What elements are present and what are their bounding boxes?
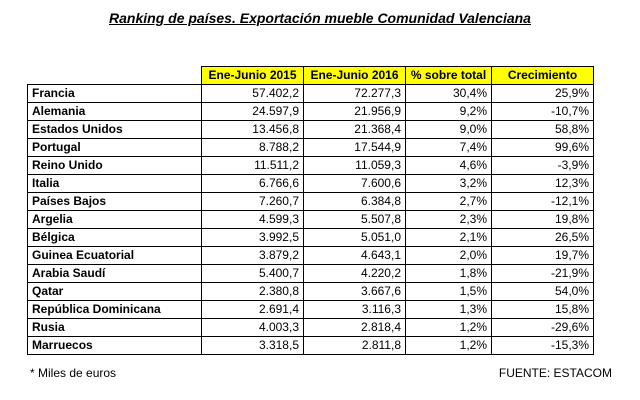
share-cell: 7,4% <box>406 139 492 157</box>
growth-cell: 19,8% <box>492 211 594 229</box>
value-2015-cell: 6.766,6 <box>202 175 304 193</box>
share-cell: 3,2% <box>406 175 492 193</box>
value-2016-cell: 3.667,6 <box>304 283 406 301</box>
header-ene-junio-2015: Ene-Junio 2015 <box>202 67 304 85</box>
country-cell: Qatar <box>28 283 202 301</box>
table-row <box>28 301 594 319</box>
header-growth: Crecimiento <box>492 67 594 85</box>
table-row <box>28 265 594 283</box>
header-ene-junio-2016: Ene-Junio 2016 <box>304 67 406 85</box>
value-2015-cell: 13.456,8 <box>202 121 304 139</box>
value-2015-cell: 2.691,4 <box>202 301 304 319</box>
value-2016-cell: 21.956,9 <box>304 103 406 121</box>
country-cell: Arabia Saudí <box>28 265 202 283</box>
share-cell: 30,4% <box>406 85 492 103</box>
country-cell: Francia <box>28 85 202 103</box>
value-2015-cell: 24.597,9 <box>202 103 304 121</box>
table-row <box>28 247 594 265</box>
table-row <box>28 229 594 247</box>
table-row <box>28 175 594 193</box>
country-cell: Italia <box>28 175 202 193</box>
growth-cell: -3,9% <box>492 157 594 175</box>
share-cell: 2,7% <box>406 193 492 211</box>
growth-cell: -21,9% <box>492 265 594 283</box>
country-cell: Argelia <box>28 211 202 229</box>
value-2016-cell: 3.116,3 <box>304 301 406 319</box>
value-2016-cell: 72.277,3 <box>304 85 406 103</box>
value-2016-cell: 4.220,2 <box>304 265 406 283</box>
growth-cell: 15,8% <box>492 301 594 319</box>
value-2016-cell: 11.059,3 <box>304 157 406 175</box>
share-cell: 1,2% <box>406 337 492 355</box>
value-2015-cell: 5.400,7 <box>202 265 304 283</box>
table-row <box>28 157 594 175</box>
country-cell: Estados Unidos <box>28 121 202 139</box>
share-cell: 1,2% <box>406 319 492 337</box>
value-2016-cell: 2.811,8 <box>304 337 406 355</box>
page-title: Ranking de países. Exportación mueble Comunidad Valenciana <box>109 10 531 26</box>
value-2015-cell: 3.992,5 <box>202 229 304 247</box>
table-row <box>28 319 594 337</box>
value-2016-cell: 17.544,9 <box>304 139 406 157</box>
table-row <box>28 103 594 121</box>
value-2015-cell: 11.511,2 <box>202 157 304 175</box>
table-row <box>28 121 594 139</box>
growth-cell: 99,6% <box>492 139 594 157</box>
value-2016-cell: 21.368,4 <box>304 121 406 139</box>
country-cell: República Dominicana <box>28 301 202 319</box>
growth-cell: -29,6% <box>492 319 594 337</box>
country-cell: Reino Unido <box>28 157 202 175</box>
source-label: FUENTE: ESTACOM <box>498 366 612 380</box>
value-2016-cell: 5.507,8 <box>304 211 406 229</box>
growth-cell: 58,8% <box>492 121 594 139</box>
table-row <box>28 85 594 103</box>
units-footnote: * Miles de euros <box>30 366 117 380</box>
value-2015-cell: 4.599,3 <box>202 211 304 229</box>
table-row <box>28 139 594 157</box>
share-cell: 1,3% <box>406 301 492 319</box>
country-cell: Portugal <box>28 139 202 157</box>
value-2015-cell: 3.879,2 <box>202 247 304 265</box>
value-2016-cell: 6.384,8 <box>304 193 406 211</box>
table-row <box>28 211 594 229</box>
share-cell: 1,5% <box>406 283 492 301</box>
country-cell: Marruecos <box>28 337 202 355</box>
value-2015-cell: 2.380,8 <box>202 283 304 301</box>
value-2015-cell: 57.402,2 <box>202 85 304 103</box>
value-2015-cell: 8.788,2 <box>202 139 304 157</box>
share-cell: 9,2% <box>406 103 492 121</box>
header-percent-total: % sobre total <box>406 67 492 85</box>
share-cell: 4,6% <box>406 157 492 175</box>
growth-cell: 12,3% <box>492 175 594 193</box>
growth-cell: -12,1% <box>492 193 594 211</box>
growth-cell: 19,7% <box>492 247 594 265</box>
share-cell: 2,1% <box>406 229 492 247</box>
table-row <box>28 337 594 355</box>
share-cell: 2,0% <box>406 247 492 265</box>
growth-cell: 26,5% <box>492 229 594 247</box>
country-cell: Guinea Ecuatorial <box>28 247 202 265</box>
ranking-table <box>27 66 594 355</box>
value-2016-cell: 4.643,1 <box>304 247 406 265</box>
share-cell: 1,8% <box>406 265 492 283</box>
share-cell: 2,3% <box>406 211 492 229</box>
table-row <box>28 283 594 301</box>
country-cell: Rusia <box>28 319 202 337</box>
value-2015-cell: 4.003,3 <box>202 319 304 337</box>
country-cell: Bélgica <box>28 229 202 247</box>
growth-cell: -10,7% <box>492 103 594 121</box>
value-2016-cell: 2.818,4 <box>304 319 406 337</box>
value-2016-cell: 5.051,0 <box>304 229 406 247</box>
header-blank-cell <box>28 67 202 85</box>
growth-cell: 25,9% <box>492 85 594 103</box>
table-row <box>28 193 594 211</box>
growth-cell: 54,0% <box>492 283 594 301</box>
growth-cell: -15,3% <box>492 337 594 355</box>
share-cell: 9,0% <box>406 121 492 139</box>
country-cell: Alemania <box>28 103 202 121</box>
value-2015-cell: 3.318,5 <box>202 337 304 355</box>
value-2015-cell: 7.260,7 <box>202 193 304 211</box>
value-2016-cell: 7.600,6 <box>304 175 406 193</box>
country-cell: Países Bajos <box>28 193 202 211</box>
table-header-row <box>28 67 594 85</box>
